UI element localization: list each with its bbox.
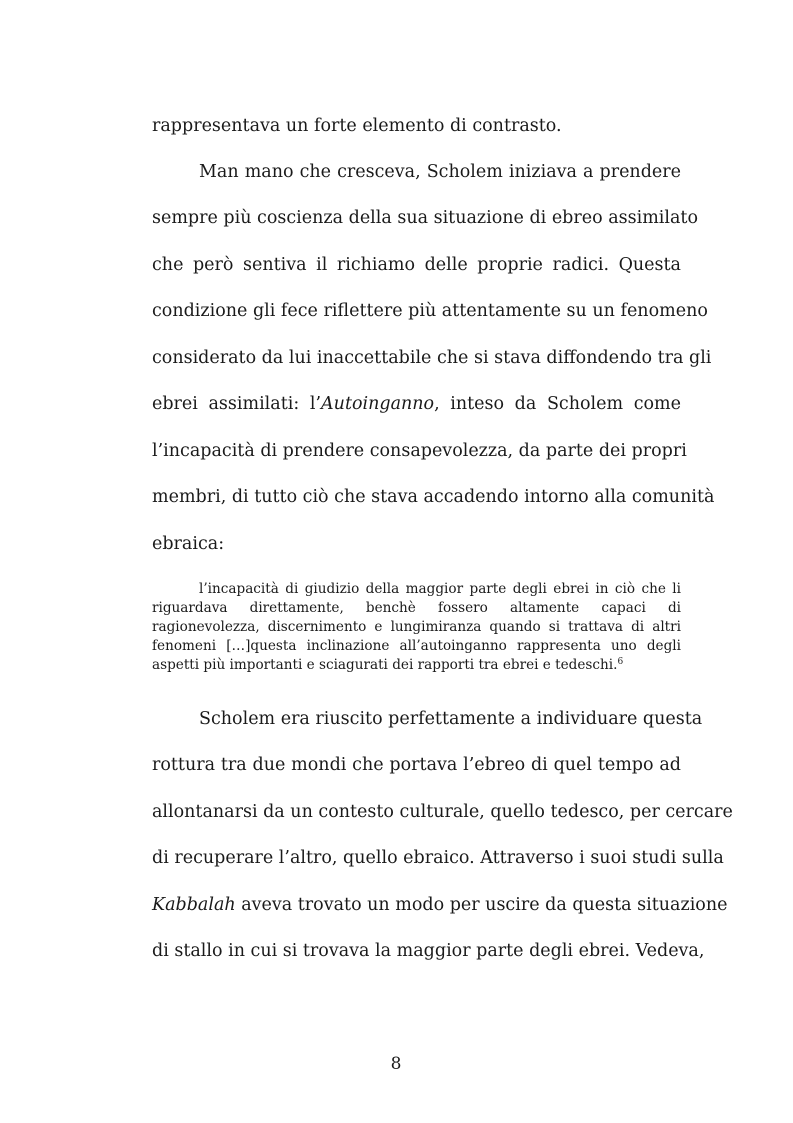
body-text-line: di recuperare l’altro, quello ebraico. Attraverso i suoi studi sulla — [152, 848, 724, 868]
quote-line: ragionevolezza, discernimento e lungimiranza quando si trattava di altri — [152, 619, 681, 635]
footnote-reference[interactable]: 6 — [617, 657, 624, 667]
body-text-span: ebrei assimilati: l’ — [152, 394, 322, 414]
body-text-line: condizione gli fece riflettere più attentamente su un fenomeno — [152, 301, 708, 321]
body-text-line: membri, di tutto ciò che stava accadendo intorno alla comunità — [152, 487, 715, 507]
body-text-span: aveva trovato un modo per uscire da questa situazione — [235, 895, 728, 915]
italic-term-kabbalah: Kabbalah — [152, 895, 236, 915]
page-number: 8 — [390, 1054, 402, 1074]
body-text-span: , inteso da Scholem come — [434, 394, 681, 414]
quote-line: l’incapacità di giudizio della maggior parte degli ebrei in ciò che li — [199, 581, 681, 597]
body-text-line — [152, 893, 728, 917]
quote-line: riguardava direttamente, benchè fossero altamente capaci di — [152, 600, 681, 616]
body-text-line: considerato da lui inaccettabile che si stava diffondendo tra gli — [152, 348, 712, 368]
quote-text-span: aspetti più importanti e sciagurati dei rapporti tra ebrei e tedeschi. — [152, 657, 618, 673]
quote-line — [152, 656, 681, 674]
body-text-line: rottura tra due mondi che portava l’ebreo di quel tempo ad — [152, 755, 681, 775]
body-text-line: Man mano che cresceva, Scholem iniziava a prendere — [199, 162, 681, 182]
body-text-line: l’incapacità di prendere consapevolezza, da parte dei propri — [152, 441, 687, 461]
body-text-line: ebraica: — [152, 534, 225, 554]
body-text-line: di stallo in cui si trovava la maggior parte degli ebrei. Vedeva, — [152, 941, 705, 961]
body-text-line: sempre più coscienza della sua situazione di ebreo assimilato — [152, 208, 698, 228]
body-text-line: rappresentava un forte elemento di contrasto. — [152, 116, 562, 136]
body-text-line — [152, 392, 681, 416]
body-text-line: Scholem era riuscito perfettamente a individuare questa — [199, 709, 703, 729]
italic-term-autoinganno: Autoinganno — [321, 394, 435, 414]
body-text-line: allontanarsi da un contesto culturale, quello tedesco, per cercare — [152, 802, 733, 822]
quote-line: fenomeni […]questa inclinazione all’autoinganno rappresenta uno degli — [152, 638, 681, 654]
body-text-line: che però sentiva il richiamo delle proprie radici. Questa — [152, 255, 681, 275]
